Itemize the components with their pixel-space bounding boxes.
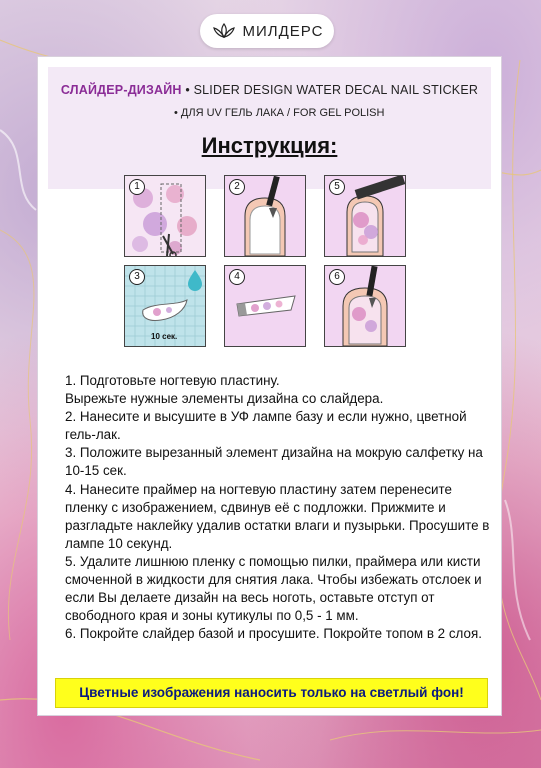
step-3-image [124, 265, 206, 347]
step-number: 6 [329, 269, 345, 285]
step-2-image [224, 175, 306, 257]
step-6-image [324, 265, 406, 347]
instructions-text [65, 372, 495, 643]
instruction-line: 5. Удалите лишнюю пленку с помощью пилки, праймера или кисти смоченной в жидкости для снятия лака. Чтобы избежать отслоек и если Вы делаете дизайн на весь ноготь, оставьте отступ от свободного края и зоны кутикулы по 0,5 - 1 мм. [65, 553, 482, 624]
title-ru: СЛАЙДЕР-ДИЗАЙН [60, 83, 182, 97]
instruction-heading: Инструкция: [201, 133, 338, 158]
brand-name: МИЛДЕРС [242, 22, 324, 40]
notice-banner: Цветные изображения наносить только на светлый фон! [55, 678, 488, 708]
instruction-line: Вырежьте нужные элементы дизайна со слайдера. [65, 391, 384, 407]
step-number: 3 [129, 269, 145, 285]
title-en: SLIDER DESIGN WATER DECAL NAIL STICKER [193, 83, 479, 97]
step-5-image [324, 175, 406, 257]
title-separator: • [181, 83, 194, 97]
step-number: 4 [229, 269, 245, 285]
instruction-line: 1. Подготовьте ногтевую пластину. [65, 373, 280, 388]
step-number: 2 [229, 179, 245, 195]
step-4-image [224, 265, 306, 347]
step-3-caption: 10 сек. [151, 332, 178, 341]
brand-logo [200, 14, 334, 48]
header-box [48, 67, 491, 189]
instruction-line: 2. Нанесите и высушите в УФ лампе базу и если нужно, цветной гель-лак. [65, 409, 467, 443]
step-number: 5 [329, 179, 345, 195]
product-subtitle: • ДЛЯ UV ГЕЛЬ ЛАКА / FOR GEL POLISH [174, 107, 385, 119]
step-1-image [124, 175, 206, 257]
product-title [48, 83, 491, 97]
instruction-line: 3. Положите вырезанный элемент дизайна на мокрую салфетку на 10-15 сек. [65, 445, 483, 479]
instruction-line: 6. Покройте слайдер базой и просушите. Покройте топом в 2 слоя. [65, 626, 482, 642]
step-number: 1 [129, 179, 145, 195]
instruction-line: 4. Нанесите праймер на ногтевую пластину затем перенесите пленку с изображением, сдвинув её с подложки. Прижмите и разгладьте наклейку удалив остатки влаги и пузырьки. Просушите в лампе 10 секунд. [65, 481, 490, 551]
lotus-icon [211, 22, 237, 40]
